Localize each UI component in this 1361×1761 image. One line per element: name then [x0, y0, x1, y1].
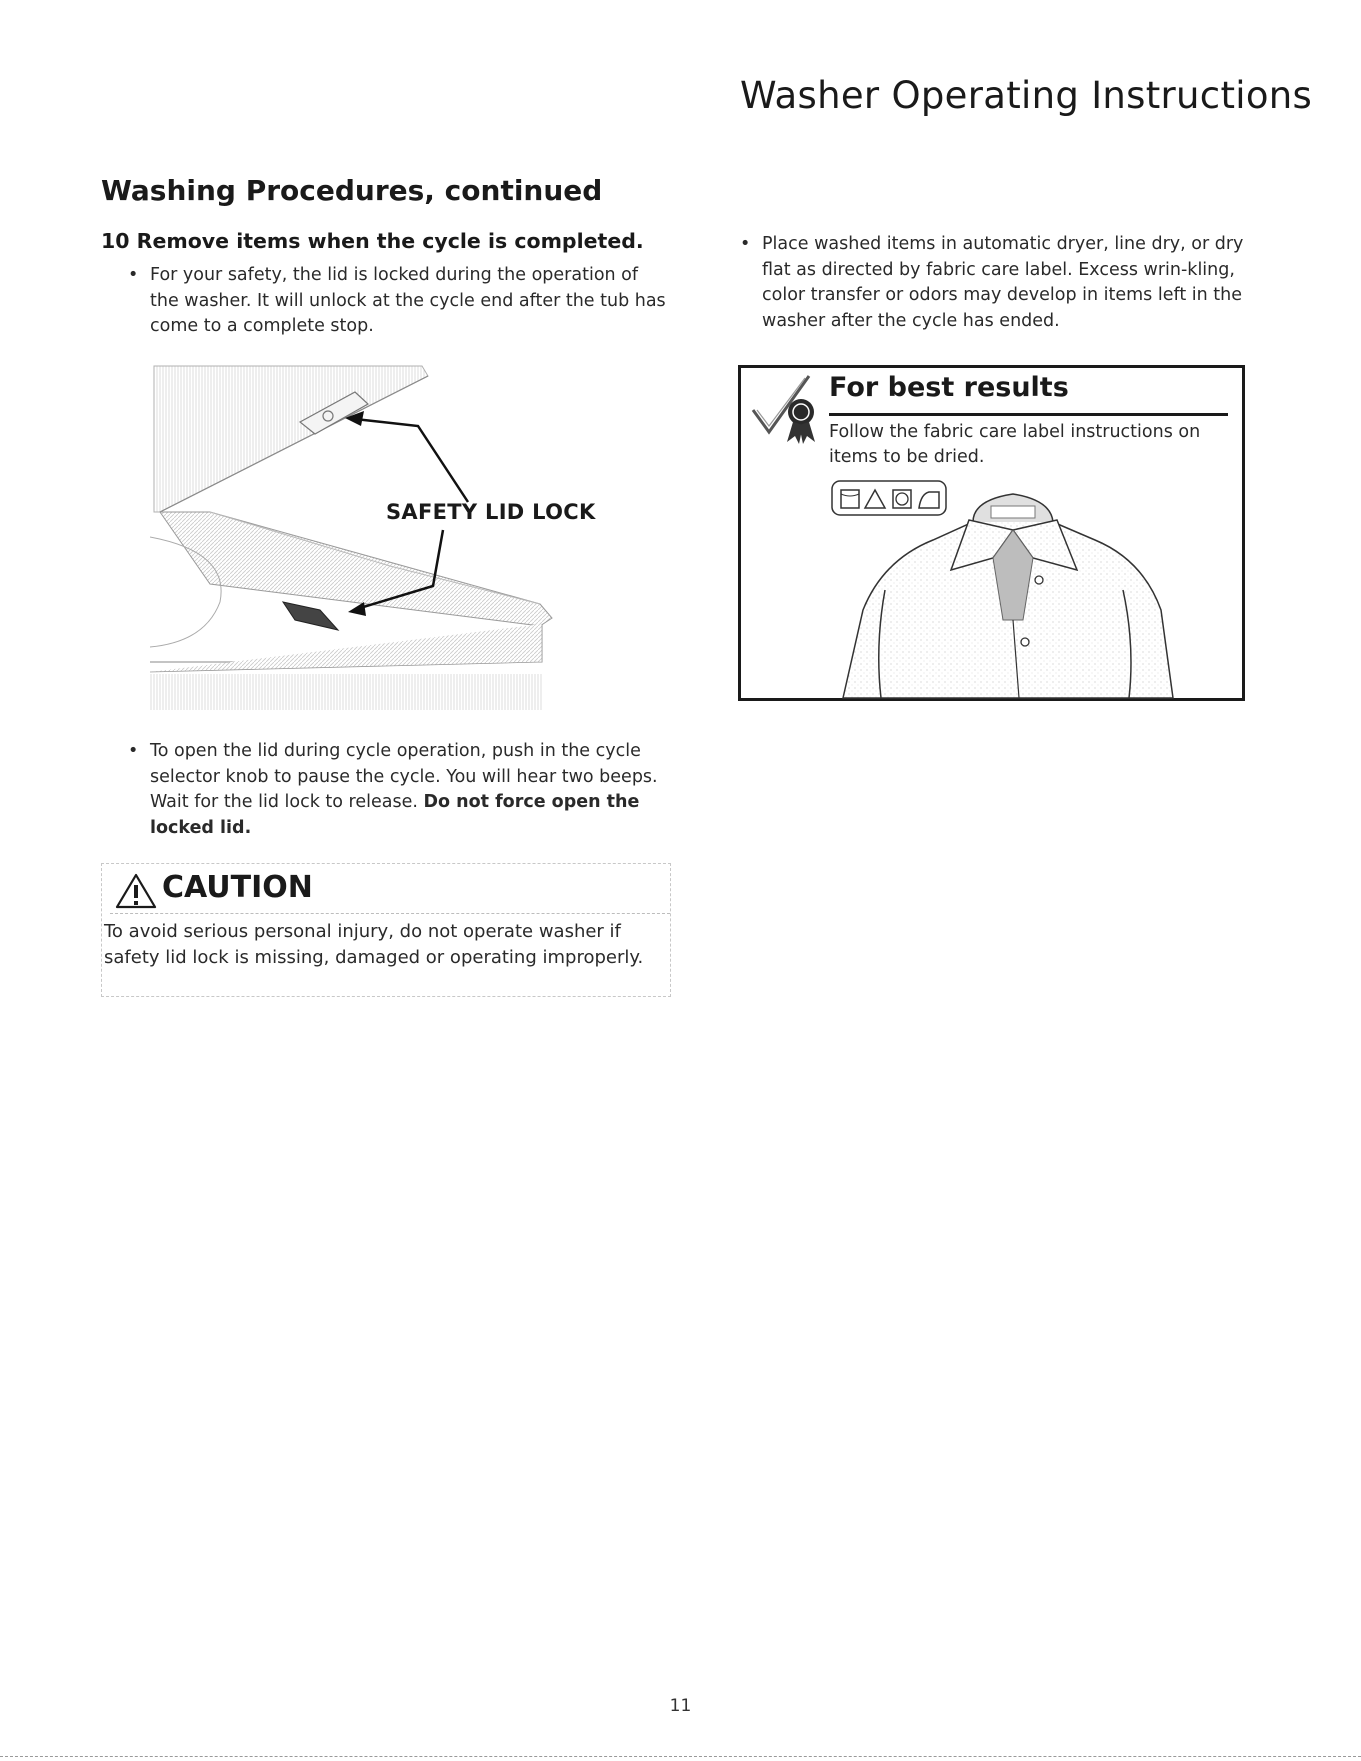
bullet-dot: • [128, 265, 139, 285]
caution-divider [110, 913, 670, 914]
shirt-illustration [823, 470, 1203, 700]
caution-title: CAUTION [162, 870, 313, 905]
safety-lid-lock-label: SAFETY LID LOCK [386, 500, 596, 524]
warning-triangle-icon [114, 872, 158, 910]
washer-lid-drawing [150, 362, 610, 714]
bullet-open-lid [128, 739, 670, 841]
page-title: Washer Operating Instructions [740, 74, 1313, 117]
best-results-divider [829, 413, 1228, 416]
caution-text: To avoid serious personal injury, do not operate washer if safety lid lock is missing, damaged or operating improperly. [104, 921, 644, 968]
bullet-dot: • [740, 234, 751, 254]
best-results-title: For best results [829, 372, 1069, 403]
bullet-lid-locked-text: For your safety, the lid is locked during the operation of the washer. It will unlock at the cycle end after the tub has come to a complete stop. [150, 265, 666, 336]
section-title: Washing Procedures, continued [101, 174, 603, 207]
bullet-dot: • [128, 741, 139, 761]
bullet-lid-locked [128, 263, 670, 340]
safety-lid-lock-illustration [150, 362, 610, 714]
best-results-text: Follow the fabric care label instructions on items to be dried. [829, 422, 1201, 467]
bullet-open-lid-text: To open the lid during cycle operation, push in the cycle selector knob to pause the cycle. You will hear two beeps. Wait for the lid lock to release. [150, 741, 658, 812]
caution-box [101, 863, 671, 997]
checkmark-ribbon-icon [747, 370, 829, 448]
bullet-dry-items-text: Place washed items in automatic dryer, line dry, or dry flat as directed by fabric care label. Excess wrin-kling, color transfer or odors may develop in items left in the washer after the cycle has ended. [762, 234, 1244, 331]
best-results-box [738, 365, 1245, 701]
bullet-dry-items [740, 232, 1262, 334]
bullet-open-lid-warning: Do not force open the locked lid. [150, 792, 640, 838]
page-bottom-rule [0, 1756, 1361, 1757]
page-number: 11 [669, 1696, 692, 1716]
step-heading: 10 Remove items when the cycle is completed. [101, 229, 644, 253]
